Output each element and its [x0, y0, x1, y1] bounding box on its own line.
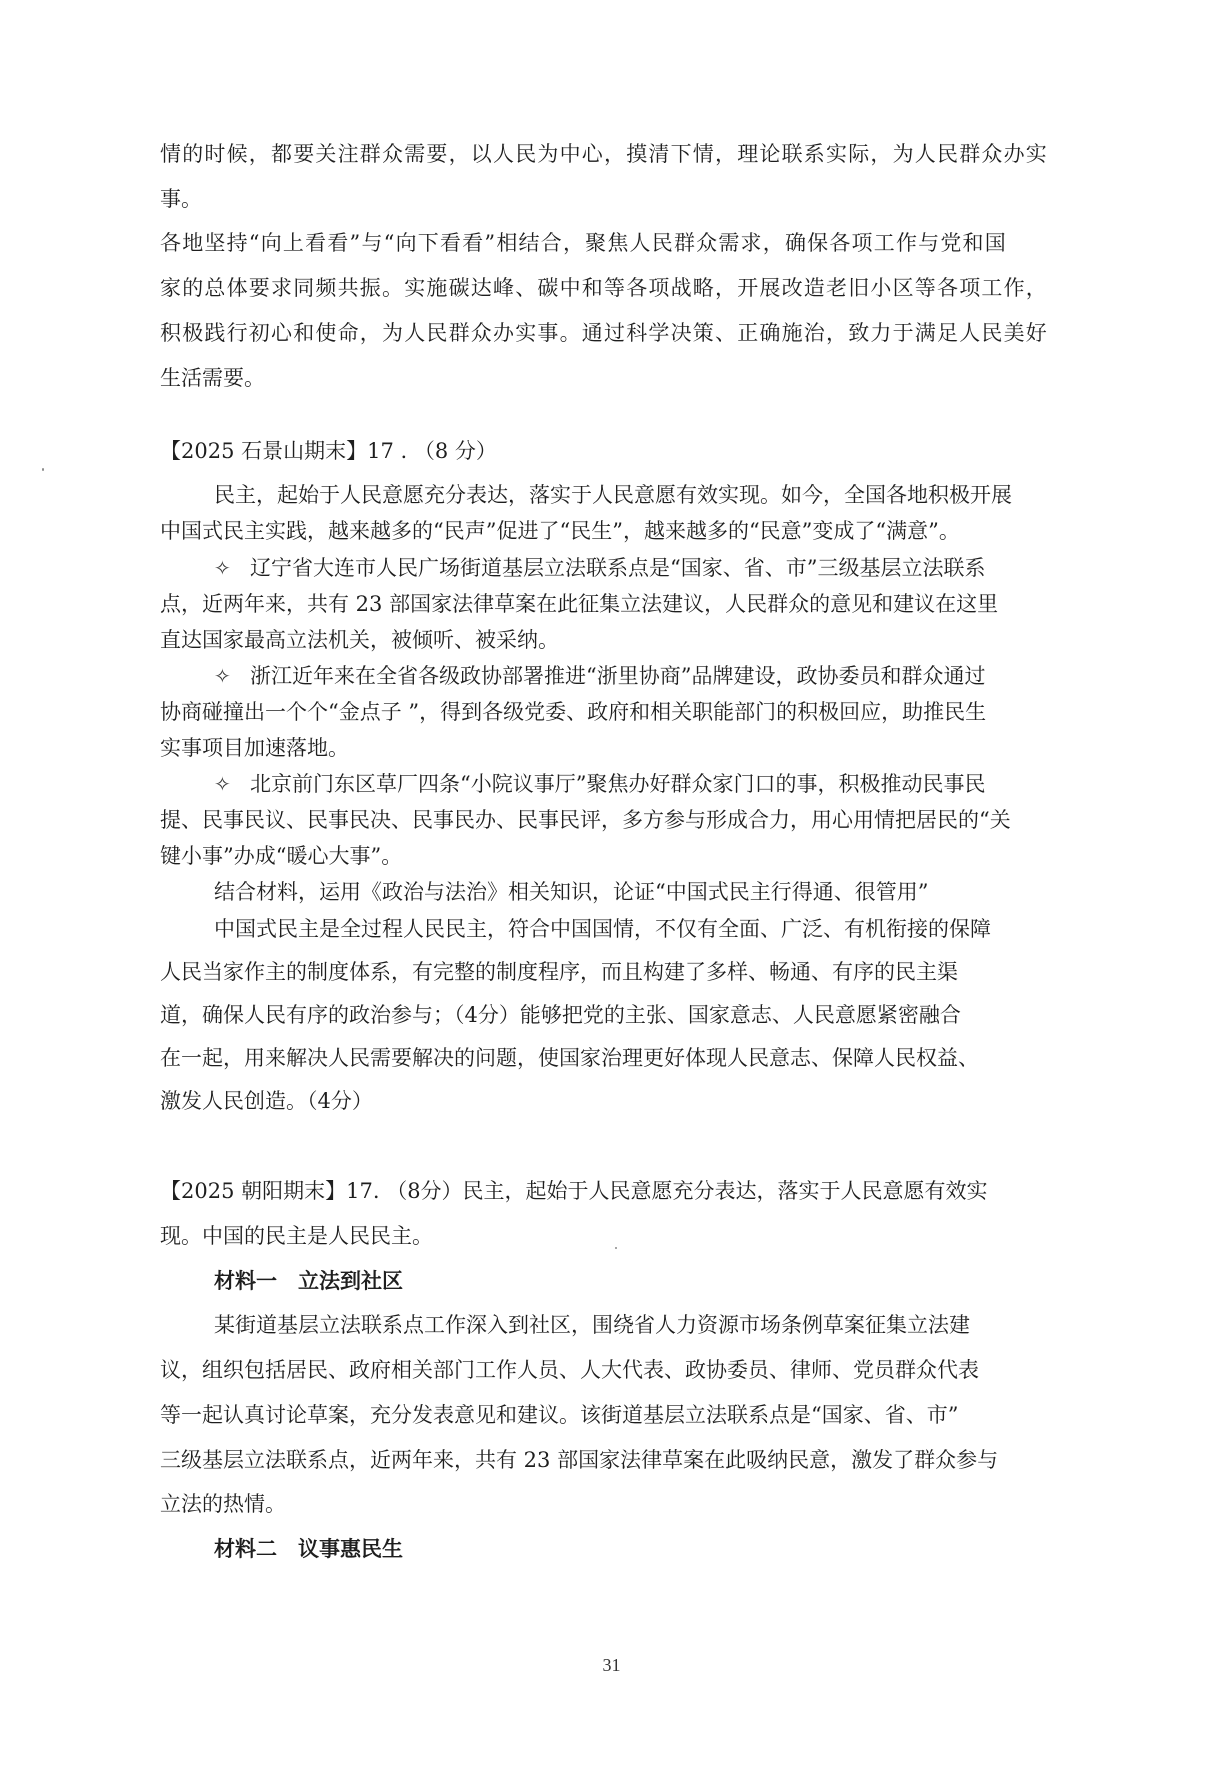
material-line: 等一起认真讨论草案，充分发表意见和建议。该街道基层立法联系点是“国家、省、市”: [160, 1403, 959, 1427]
intro-line: 民主，起始于人民意愿充分表达，落实于人民意愿有效实现。如今，全国各地积极开展: [214, 483, 1012, 507]
paragraph-line: 事。: [160, 187, 202, 211]
answer-line: 在一起，用来解决人民需要解决的问题，使国家治理更好体现人民意志、保障人民权益、: [160, 1046, 979, 1070]
intro-line: 中国式民主实践，越来越多的“民声”促进了“民生”，越来越多的“民意”变成了“满意”。: [160, 519, 960, 543]
material-line: 三级基层立法联系点，近两年来，共有 23 部国家法律草案在此吸纳民意，激发了群众参与: [160, 1448, 999, 1472]
bullet-item: [214, 769, 985, 799]
material-title: 材料二 议事惠民生: [214, 1536, 403, 1561]
question-heading: 现。中国的民主是人民民主。: [160, 1224, 433, 1248]
bullet-line: 实事项目加速落地。: [160, 736, 349, 760]
scan-speck: [42, 468, 44, 471]
sparkle-bullet-icon: ✧: [214, 556, 231, 580]
bullet-line: 直达国家最高立法机关，被倾听、被采纳。: [160, 628, 559, 652]
bullet-line: 键小事”办成“暖心大事”。: [160, 844, 403, 868]
bullet-line: 协商碰撞出一个个“金点子 ”，得到各级党委、政府和相关职能部门的积极回应，助推民生: [160, 700, 987, 724]
question-prompt: 结合材料，运用《政治与法治》相关知识，论证“中国式民主行得通、很管用”: [214, 880, 929, 904]
question-heading: 【2025 石景山期末】17 . （8 分）: [160, 439, 497, 463]
answer-line: 中国式民主是全过程人民民主，符合中国国情，不仅有全面、广泛、有机衔接的保障: [214, 917, 991, 941]
bullet-text: 辽宁省大连市人民广场街道基层立法联系点是“国家、省、市”三级基层立法联系: [250, 556, 986, 580]
bullet-line: 点，近两年来，共有 23 部国家法律草案在此征集立法建议，人民群众的意见和建议在这里: [160, 592, 999, 616]
bullet-line: 提、民事民议、民事民决、民事民办、民事民评，多方参与形成合力，用心用情把居民的“关: [160, 808, 1011, 832]
material-line: 某街道基层立法联系点工作深入到社区，围绕省人力资源市场条例草案征集立法建: [214, 1313, 970, 1337]
material-title: 材料一 立法到社区: [214, 1268, 403, 1293]
paragraph-line: 积极践行初心和使命，为人民群众办实事。通过科学决策、正确施治，致力于满足人民美好: [160, 321, 1048, 345]
scan-speck: [615, 1247, 617, 1249]
bullet-text: 北京前门东区草厂四条“小院议事厅”聚焦办好群众家门口的事，积极推动民事民: [250, 772, 986, 796]
paragraph-line: 情的时候，都要关注群众需要，以人民为中心，摸清下情，理论联系实际，为人民群众办实: [160, 142, 1048, 166]
sparkle-bullet-icon: ✧: [214, 664, 231, 688]
answer-line: 激发人民创造。（4分）: [160, 1089, 373, 1113]
sparkle-bullet-icon: ✧: [214, 772, 231, 796]
material-line: 立法的热情。: [160, 1492, 286, 1516]
paragraph-line: 生活需要。: [160, 366, 265, 390]
material-line: 议，组织包括居民、政府相关部门工作人员、人大代表、政协委员、律师、党员群众代表: [160, 1358, 979, 1382]
question-heading: 【2025 朝阳期末】17. （8分）民主，起始于人民意愿充分表达，落实于人民意愿有效实: [160, 1179, 988, 1203]
answer-line: 人民当家作主的制度体系，有完整的制度程序，而且构建了多样、畅通、有序的民主渠: [160, 960, 958, 984]
bullet-item: [214, 553, 985, 583]
page-number: 31: [602, 1655, 621, 1675]
answer-line: 道，确保人民有序的政治参与；（4分）能够把党的主张、国家意志、人民意愿紧密融合: [160, 1003, 961, 1027]
bullet-item: [214, 661, 985, 691]
paragraph-line: 家的总体要求同频共振。实施碳达峰、碳中和等各项战略，开展改造老旧小区等各项工作，: [160, 276, 1048, 300]
bullet-text: 浙江近年来在全省各级政协部署推进“浙里协商”品牌建设，政协委员和群众通过: [250, 664, 986, 688]
paragraph-line: 各地坚持“向上看看”与“向下看看”相结合，聚焦人民群众需求，确保各项工作与党和国: [160, 231, 1007, 255]
